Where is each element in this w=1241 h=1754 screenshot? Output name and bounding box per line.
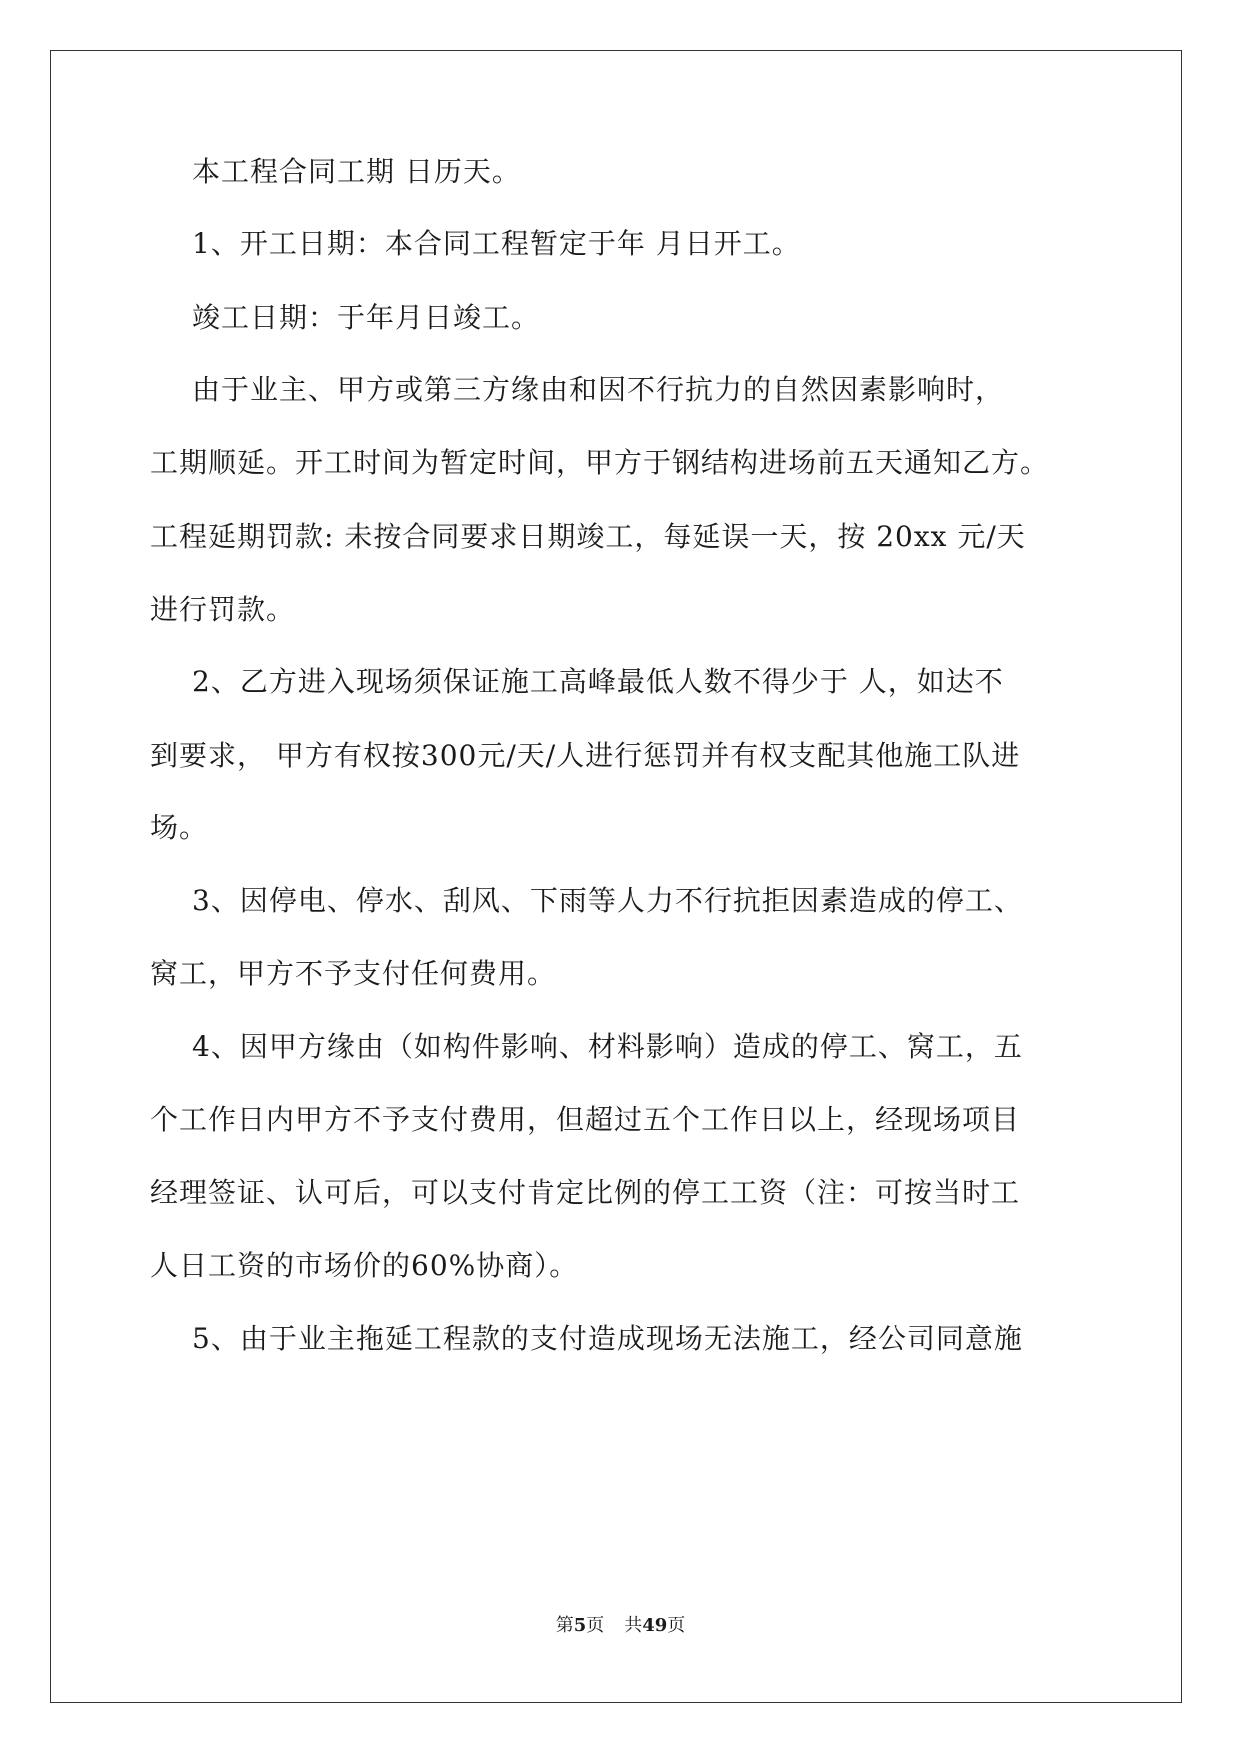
text-line: 到要求， 甲方有权按300元/天/人进行惩罚并有权支配其他施工队进 [150, 739, 1021, 772]
text-line: 1、开工日期：本合同工程暂定于年 月日开工。 [192, 227, 801, 260]
text-line: 工期顺延。开工时间为暂定时间，甲方于钢结构进场前五天通知乙方。 [150, 446, 1050, 479]
footer-total-prefix: 共 [624, 1615, 643, 1636]
text-line: 进行罚款。 [150, 593, 296, 626]
text-line: 工程延期罚款: 未按合同要求日期竣工，每延误一天，按 20xx 元/天 [150, 520, 1026, 553]
text-line: 窝工，甲方不予支付任何费用。 [150, 957, 557, 990]
page-number: 5 [573, 1615, 587, 1636]
text-line: 人日工资的市场价的60%协商）。 [150, 1249, 579, 1282]
text-line: 4、因甲方缘由（如构件影响、材料影响）造成的停工、窝工，五 [192, 1030, 1023, 1063]
text-line: 经理签证、认可后，可以支付肯定比例的停工工资（注：可按当时工 [150, 1176, 1021, 1209]
text-line: 3、因停电、停水、刮风、下雨等人力不行抗拒因素造成的停工、 [192, 884, 1023, 917]
text-line: 由于业主、甲方或第三方缘由和因不行抗力的自然因素影响时， [192, 373, 1005, 406]
text-line: 2、乙方进入现场须保证施工高峰最低人数不得少于 人，如达不 [192, 665, 1004, 698]
footer-prefix: 第 [555, 1615, 574, 1636]
text-line: 竣工日期：于年月日竣工。 [192, 301, 541, 334]
page-footer [0, 1614, 1241, 1638]
text-line: 场。 [150, 811, 209, 844]
footer-total-suffix: 页 [667, 1615, 686, 1636]
text-line: 本工程合同工期 日历天。 [192, 155, 521, 188]
footer-page-suffix: 页 [586, 1615, 605, 1636]
text-line: 个工作日内甲方不予支付费用，但超过五个工作日以上，经现场项目 [150, 1103, 1021, 1136]
total-pages: 49 [642, 1615, 668, 1636]
text-line: 5、由于业主拖延工程款的支付造成现场无法施工，经公司同意施 [192, 1322, 1023, 1355]
